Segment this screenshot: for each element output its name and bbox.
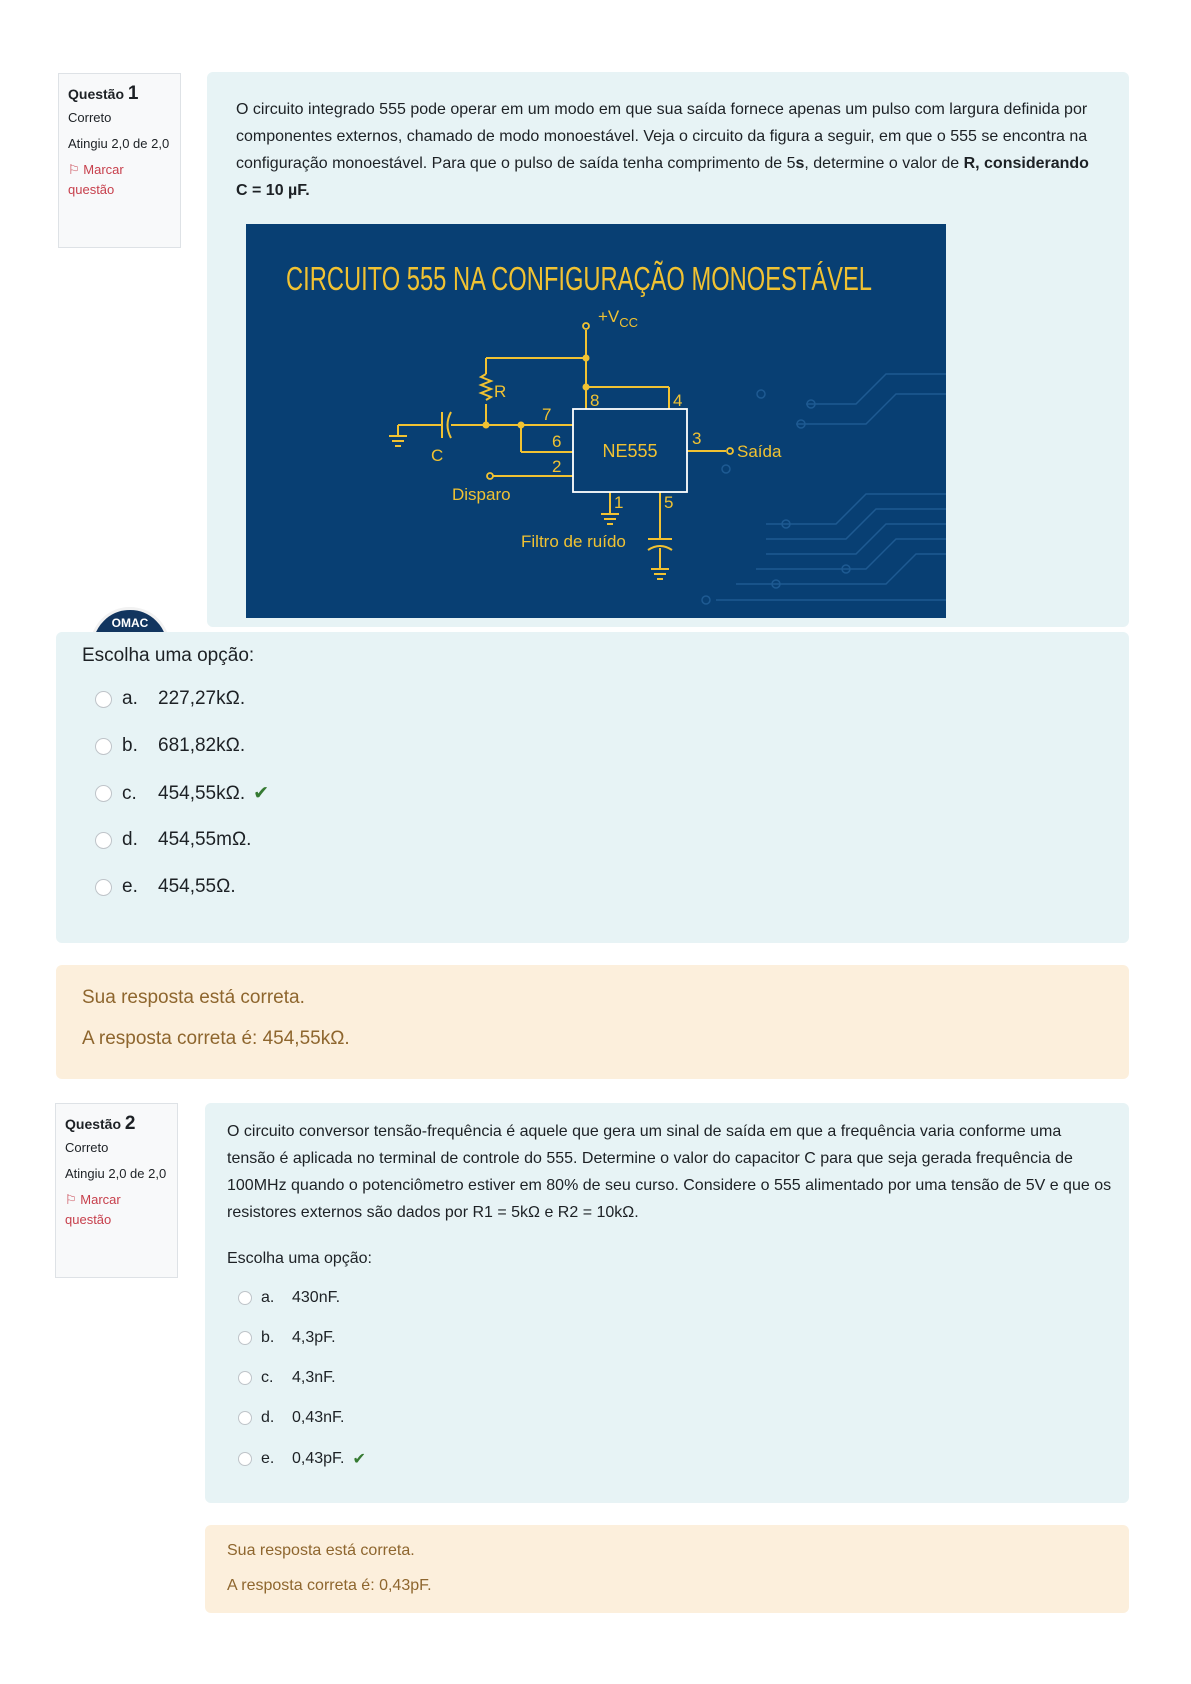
- q2-option-e-text: 0,43pF.: [292, 1450, 345, 1467]
- q2-feedback: [205, 1525, 1129, 1613]
- q1-option-a-text: 227,27kΩ.: [158, 688, 246, 709]
- q1-feedback-answer: A resposta correta é: 454,55kΩ.: [82, 1028, 350, 1049]
- q1-radio-a[interactable]: [95, 691, 112, 708]
- q1-grade: Atingiu 2,0 de 2,0: [68, 136, 170, 151]
- q2-question-text: O circuito conversor tensão-frequência é aquele que gera um sinal de saída em que a frequência varia conforme uma tensão é aplicada no terminal de controle do 555. Determine o valor do capacitor C para que seja gerada frequência de 100MHz quando o potenciômetro estiver em 80% de seu curso. Considere o 555 alimentado por uma tensão de 5V e que os resistores externos são dados por R1 = 5kΩ e R2 = 10kΩ.: [227, 1123, 1112, 1221]
- q1-flag-label: Marcar questão: [68, 162, 124, 197]
- q1-option-a-letter: a.: [122, 688, 138, 709]
- q1-option-c-letter: c.: [122, 782, 137, 804]
- q1-option-d[interactable]: [95, 829, 251, 851]
- q2-info-box: [55, 1103, 178, 1278]
- q2-option-a-letter: a.: [261, 1289, 275, 1306]
- q1-option-b-letter: b.: [122, 735, 138, 756]
- q2-option-c-letter: c.: [261, 1369, 274, 1386]
- q2-state: Correto: [65, 1140, 109, 1155]
- q2-title: [65, 1114, 168, 1134]
- q2-option-b-letter: b.: [261, 1329, 275, 1346]
- q2-feedback-answer: A resposta correta é: 0,43pF.: [227, 1577, 432, 1594]
- q2-label: Questão: [65, 1116, 122, 1132]
- q2-option-b-text: 4,3pF.: [292, 1329, 336, 1346]
- q2-flag-label: Marcar questão: [65, 1192, 121, 1227]
- correct-check-icon: ✔: [352, 1451, 366, 1468]
- q1-option-e-letter: e.: [122, 876, 138, 897]
- r-label: R: [494, 382, 507, 401]
- q2-option-b[interactable]: [238, 1329, 336, 1347]
- pin3-label: 3: [692, 429, 702, 448]
- chip-label: NE555: [602, 441, 658, 461]
- q2-flag-link[interactable]: [65, 1190, 168, 1230]
- q1-radio-c[interactable]: [95, 785, 112, 802]
- q2-grade: Atingiu 2,0 de 2,0: [65, 1166, 167, 1181]
- flag-icon: ⚐: [68, 162, 80, 177]
- q1-option-c[interactable]: [95, 782, 269, 805]
- q1-option-d-letter: d.: [122, 829, 138, 850]
- q2-option-e[interactable]: [238, 1449, 366, 1469]
- q1-text-bold-s: s: [795, 155, 805, 172]
- q1-title: [68, 84, 171, 104]
- q2-option-c[interactable]: [238, 1369, 336, 1387]
- q2-option-d[interactable]: [238, 1409, 344, 1427]
- q1-question-text: [236, 96, 1091, 204]
- q2-radio-b[interactable]: [238, 1331, 252, 1345]
- q1-option-d-text: 454,55mΩ.: [158, 829, 252, 850]
- q2-option-d-letter: d.: [261, 1409, 275, 1426]
- q1-option-b-text: 681,82kΩ.: [158, 735, 246, 756]
- q1-radio-e[interactable]: [95, 879, 112, 896]
- q1-option-c-text: 454,55kΩ.: [158, 782, 246, 804]
- q2-feedback-status: Sua resposta está correta.: [227, 1542, 415, 1559]
- q2-option-c-text: 4,3nF.: [292, 1369, 336, 1386]
- pin6-label: 6: [552, 432, 562, 451]
- q1-flag-link[interactable]: [68, 160, 171, 200]
- q1-text-part1: O circuito integrado 555 pode operar em um modo em que sua saída fornece apenas um pulso com largura definida por componentes externos, chamado de modo monoestável. Veja o circuito da figura a seguir, em que o 555 se encontra na configuração monoestável. Para que o pulso de saída tenha comprimento de 5: [236, 101, 1088, 172]
- pin7-label: 7: [542, 405, 552, 424]
- pin2-label: 2: [552, 457, 562, 476]
- q1-radio-d[interactable]: [95, 832, 112, 849]
- correct-check-icon: ✔: [253, 783, 270, 804]
- q1-option-e[interactable]: [95, 876, 236, 898]
- vcc-text: +V: [598, 307, 620, 326]
- q1-state: Correto: [68, 110, 112, 125]
- logo-badge: [90, 607, 170, 631]
- q1-number: 1: [127, 83, 139, 104]
- q2-option-e-letter: e.: [261, 1450, 275, 1467]
- q1-info-box: [58, 73, 181, 248]
- q2-radio-e[interactable]: [238, 1452, 252, 1466]
- disparo-label: Disparo: [452, 485, 511, 504]
- c-label: C: [431, 446, 444, 465]
- pin5-label: 5: [664, 493, 674, 512]
- pin4-label: 4: [673, 391, 683, 410]
- q2-option-a-text: 430nF.: [292, 1289, 341, 1306]
- q1-text-bold-end: R, considerando C = 10 µF.: [236, 155, 1089, 199]
- q2-option-a[interactable]: [238, 1289, 340, 1307]
- flag-icon: ⚐: [65, 1192, 77, 1207]
- q1-label: Questão: [68, 86, 125, 102]
- q2-option-d-text: 0,43nF.: [292, 1409, 345, 1426]
- filtro-label: Filtro de ruído: [521, 532, 626, 551]
- logo-text: OMAC: [90, 607, 170, 687]
- q1-prompt: Escolha uma opção:: [82, 645, 255, 666]
- pin8-label: 8: [590, 391, 600, 410]
- q1-option-a[interactable]: [95, 688, 245, 710]
- q1-radio-b[interactable]: [95, 738, 112, 755]
- q2-radio-a[interactable]: [238, 1291, 252, 1305]
- q2-radio-d[interactable]: [238, 1411, 252, 1425]
- figure-title: CIRCUITO 555 NA CONFIGURAÇÃO MONOESTÁVEL: [286, 260, 872, 297]
- q2-prompt: Escolha uma opção:: [227, 1250, 372, 1267]
- q1-feedback-status: Sua resposta está correta.: [82, 987, 305, 1008]
- q1-circuit-figure: [246, 224, 946, 618]
- q1-option-b[interactable]: [95, 735, 245, 757]
- pin1-label: 1: [614, 493, 624, 512]
- saida-label: Saída: [737, 442, 782, 461]
- q1-text-part2: , determine o valor de: [804, 155, 964, 172]
- q1-option-e-text: 454,55Ω.: [158, 876, 236, 897]
- q1-feedback: [56, 965, 1129, 1079]
- vcc-sub: CC: [619, 315, 639, 330]
- q2-radio-c[interactable]: [238, 1371, 252, 1385]
- q2-number: 2: [124, 1113, 136, 1134]
